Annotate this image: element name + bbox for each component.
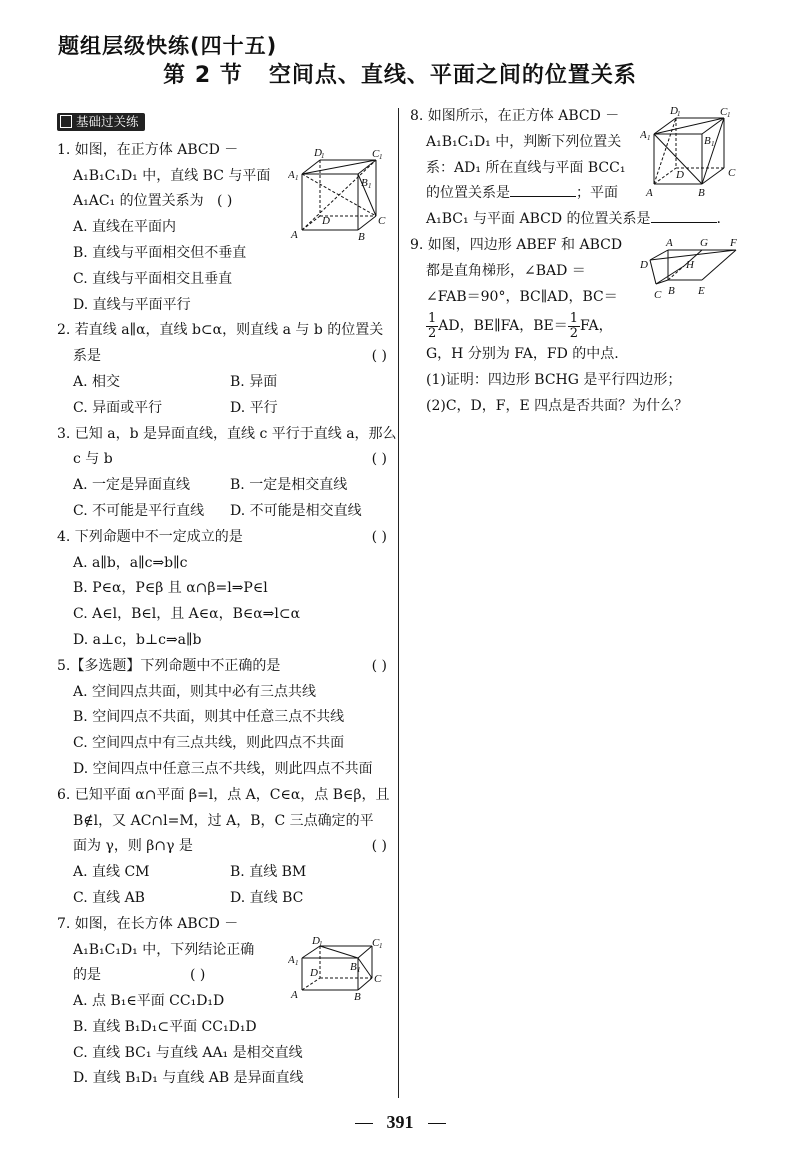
q9-text: AD，BE∥FA，BE＝ bbox=[438, 318, 568, 335]
badge-label: 基础过关练 bbox=[76, 113, 139, 129]
q9-line1: 9. 如图，四边形 ABEF 和 ABCD bbox=[410, 236, 623, 253]
svg-text:1: 1 bbox=[379, 942, 383, 950]
fraction-half: $\frac{1}{2}$ bbox=[569, 310, 578, 341]
svg-text:B: B bbox=[361, 177, 368, 189]
q8-text: . bbox=[716, 211, 721, 228]
q4-option-b: B. P∈α，P∈β 且 α∩β=l⇒P∈l bbox=[73, 580, 268, 597]
q4-line1 bbox=[57, 525, 387, 551]
q2-option-a: A. 相交 bbox=[73, 373, 121, 390]
q5-option-d: D. 空间四点中任意三点不共线，则此四点不共面 bbox=[73, 760, 373, 777]
q3-line2 bbox=[57, 447, 387, 473]
page-number-dash-left bbox=[355, 1123, 373, 1124]
svg-text:C: C bbox=[374, 973, 382, 985]
q1-cube-figure bbox=[288, 144, 392, 240]
q2-line1: 2. 若直线 a∥α，直线 b⊂α，则直线 a 与 b 的位置关 bbox=[57, 322, 384, 339]
svg-text:A: A bbox=[666, 237, 673, 249]
q1-option-c: C. 直线与平面相交且垂直 bbox=[73, 270, 233, 287]
q6-option-c: C. 直线 AB bbox=[73, 889, 145, 906]
q6-option-d: D. 直线 BC bbox=[230, 889, 304, 906]
q7-line2: A₁B₁C₁D₁ 中，下列结论正确 bbox=[73, 941, 255, 958]
q6-options-row2 bbox=[57, 886, 387, 912]
q8-line5 bbox=[410, 207, 740, 233]
svg-text:E: E bbox=[698, 285, 705, 297]
question-2 bbox=[57, 318, 387, 421]
svg-text:1: 1 bbox=[647, 134, 651, 142]
q7-line1: 7. 如图，在长方体 ABCD － bbox=[57, 915, 239, 932]
svg-text:1: 1 bbox=[368, 182, 372, 190]
svg-text:C: C bbox=[720, 106, 728, 118]
fraction-half: $\frac{1}{2}$ bbox=[428, 310, 437, 341]
q1-line2: A₁B₁C₁D₁ 中，直线 BC 与平面 bbox=[73, 167, 271, 184]
svg-text:1: 1 bbox=[295, 174, 299, 182]
book-icon bbox=[60, 115, 72, 128]
question-5 bbox=[57, 654, 387, 783]
q2-line2 bbox=[57, 344, 387, 370]
q9-part2: (2)C，D，F，E 四点是否共面？为什么？ bbox=[426, 397, 689, 414]
q1-option-b: B. 直线与平面相交但不垂直 bbox=[73, 244, 247, 261]
q2-options-row1 bbox=[57, 370, 387, 396]
q1-line1: 1. 如图，在正方体 ABCD － bbox=[57, 141, 239, 158]
answer-paren: ( ) bbox=[371, 451, 387, 468]
q2-stem-end: 系是 bbox=[73, 348, 101, 365]
q2-option-d: D. 平行 bbox=[230, 399, 278, 416]
page-number bbox=[0, 1112, 800, 1133]
svg-text:D: D bbox=[676, 169, 684, 181]
q3-option-a: A. 一定是异面直线 bbox=[73, 477, 191, 494]
page-number-dash-right bbox=[428, 1123, 446, 1124]
svg-text:D: D bbox=[312, 936, 320, 947]
q3-options-row2 bbox=[57, 499, 387, 525]
q9-line4 bbox=[410, 310, 740, 342]
svg-text:1: 1 bbox=[379, 153, 383, 161]
svg-text:C: C bbox=[728, 167, 736, 179]
q7-option-c: C. 直线 BC₁ 与直线 AA₁ 是相交直线 bbox=[73, 1044, 303, 1061]
q8-line3: 系：AD₁ 所在直线与平面 BCC₁ bbox=[426, 159, 626, 176]
answer-paren: ( ) bbox=[216, 193, 233, 210]
q5-option-c: C. 空间四点中有三点共线，则此四点不共面 bbox=[73, 735, 345, 752]
q3-option-b: B. 一定是相交直线 bbox=[230, 477, 348, 494]
svg-text:B: B bbox=[354, 991, 361, 1002]
exercise-set-title: 题组层级快练(四十五) bbox=[58, 34, 278, 58]
basic-practice-badge bbox=[57, 113, 145, 131]
answer-paren: ( ) bbox=[371, 838, 387, 855]
question-3 bbox=[57, 422, 397, 525]
q6-option-a: A. 直线 CM bbox=[73, 864, 150, 881]
q6-line1: 6. 已知平面 α∩平面 β=l，点 A，C∈α，点 B∈β，且 bbox=[57, 786, 390, 803]
q2-options-row2 bbox=[57, 396, 387, 422]
svg-text:H: H bbox=[686, 259, 694, 271]
svg-text:A: A bbox=[288, 954, 295, 966]
svg-text:A: A bbox=[288, 169, 295, 181]
svg-text:F: F bbox=[730, 237, 737, 249]
answer-paren: ( ) bbox=[190, 967, 206, 984]
svg-text:1: 1 bbox=[357, 966, 361, 974]
q9-part1: (1)证明：四边形 BCHG 是平行四边形； bbox=[426, 372, 682, 389]
svg-text:1: 1 bbox=[321, 152, 325, 160]
q9-line2: 都是直角梯形，∠BAD ＝ bbox=[426, 262, 586, 279]
q4-option-c: C. A∈l，B∈l，且 A∈α，B∈α⇒l⊂α bbox=[73, 606, 301, 623]
q3-options-row1 bbox=[57, 473, 387, 499]
q6-stem-end: 面为 γ，则 β∩γ 是 bbox=[73, 838, 193, 855]
q7-option-a: A. 点 B₁∈平面 CC₁D₁D bbox=[73, 993, 225, 1010]
q7-option-d: D. 直线 B₁D₁ 与直线 AB 是异面直线 bbox=[73, 1070, 304, 1087]
svg-text:B: B bbox=[350, 961, 357, 973]
svg-text:A: A bbox=[291, 229, 298, 240]
answer-paren: ( ) bbox=[371, 528, 387, 545]
q2-option-b: B. 异面 bbox=[230, 373, 278, 390]
svg-text:B: B bbox=[698, 187, 705, 199]
svg-text:A: A bbox=[646, 187, 653, 199]
q6-options-row1 bbox=[57, 860, 387, 886]
q8-cube-figure bbox=[640, 104, 742, 200]
q6-line2: B∉l，又 AC∩l=M，过 A，B，C 三点确定的平 bbox=[73, 812, 374, 829]
svg-text:A: A bbox=[291, 989, 298, 1001]
q4-option-d: D. a⊥c，b⊥c⇒a∥b bbox=[73, 631, 202, 648]
answer-paren: ( ) bbox=[371, 348, 387, 365]
svg-text:C: C bbox=[372, 937, 380, 949]
section-number: 第 2 节 bbox=[163, 63, 243, 88]
svg-text:1: 1 bbox=[319, 940, 323, 948]
q8-text: A₁BC₁ 与平面 ABCD 的位置关系是 bbox=[426, 211, 651, 228]
q4-stem: 4. 下列命题中不一定成立的是 bbox=[57, 528, 243, 545]
q3-option-d: D. 不可能是相交直线 bbox=[230, 502, 362, 519]
answer-paren: ( ) bbox=[371, 657, 387, 674]
q8-text: ；平面 bbox=[576, 185, 618, 202]
q8-line1: 8. 如图所示，在正方体 ABCD － bbox=[410, 108, 620, 124]
svg-text:1: 1 bbox=[727, 111, 731, 119]
q1-option-d: D. 直线与平面平行 bbox=[73, 296, 191, 313]
q1-option-a: A. 直线在平面内 bbox=[73, 219, 177, 236]
svg-text:C: C bbox=[378, 215, 386, 227]
svg-text:1: 1 bbox=[295, 959, 299, 967]
question-4 bbox=[57, 525, 387, 654]
q5-stem: 5.【多选题】下列命题中不正确的是 bbox=[57, 657, 281, 674]
q4-option-a: A. a∥b，a∥c⇒b∥c bbox=[73, 554, 188, 571]
svg-text:C: C bbox=[654, 289, 662, 301]
q7-option-b: B. 直线 B₁D₁⊂平面 CC₁D₁D bbox=[73, 1018, 257, 1035]
answer-blank[interactable] bbox=[510, 182, 576, 197]
svg-text:B: B bbox=[358, 231, 365, 240]
q8-line2: A₁B₁C₁D₁ 中，判断下列位置关 bbox=[426, 133, 622, 150]
column-divider bbox=[398, 108, 399, 1098]
svg-text:C: C bbox=[372, 148, 380, 160]
q9-trapezoid-figure bbox=[640, 236, 746, 302]
svg-text:D: D bbox=[310, 967, 318, 979]
section-title: 空间点、直线、平面之间的位置关系 bbox=[268, 63, 637, 88]
q3-option-c: C. 不可能是平行直线 bbox=[73, 502, 205, 519]
svg-text:1: 1 bbox=[711, 140, 715, 148]
q5-option-a: A. 空间四点共面，则其中必有三点共线 bbox=[73, 683, 317, 700]
svg-text:G: G bbox=[700, 237, 708, 249]
q3-stem-end: c 与 b bbox=[73, 451, 113, 468]
svg-text:1: 1 bbox=[677, 110, 681, 118]
svg-text:D: D bbox=[322, 215, 330, 227]
q9-line5: G，H 分别为 FA，FD 的中点. bbox=[426, 346, 619, 363]
page-number-value: 391 bbox=[386, 1112, 414, 1132]
q1-stem-end: A₁AC₁ 的位置关系为 bbox=[73, 193, 204, 210]
q2-option-c: C. 异面或平行 bbox=[73, 399, 163, 416]
svg-text:D: D bbox=[640, 259, 648, 271]
q5-line1 bbox=[57, 654, 387, 680]
section-heading bbox=[0, 58, 800, 89]
svg-text:A: A bbox=[640, 129, 647, 141]
q6-option-b: B. 直线 BM bbox=[230, 864, 307, 881]
q7-stem-end: 的是 bbox=[73, 967, 101, 984]
q3-line1: 3. 已知 a，b 是异面直线，直线 c 平行于直线 a，那么 bbox=[57, 425, 397, 442]
q5-option-b: B. 空间四点不共面，则其中任意三点不共线 bbox=[73, 709, 345, 726]
q8-text: 的位置关系是 bbox=[426, 185, 510, 202]
svg-text:D: D bbox=[670, 105, 678, 117]
svg-text:D: D bbox=[314, 147, 322, 159]
svg-text:B: B bbox=[668, 285, 675, 297]
svg-text:B: B bbox=[704, 135, 711, 147]
q9-line3: ∠FAB＝90°，BC∥AD，BC＝ bbox=[426, 288, 618, 305]
q9-text: FA， bbox=[580, 318, 613, 335]
q7-box-figure bbox=[288, 936, 392, 1002]
q6-line3 bbox=[57, 834, 387, 860]
question-6 bbox=[57, 783, 390, 912]
answer-blank[interactable] bbox=[651, 208, 717, 223]
